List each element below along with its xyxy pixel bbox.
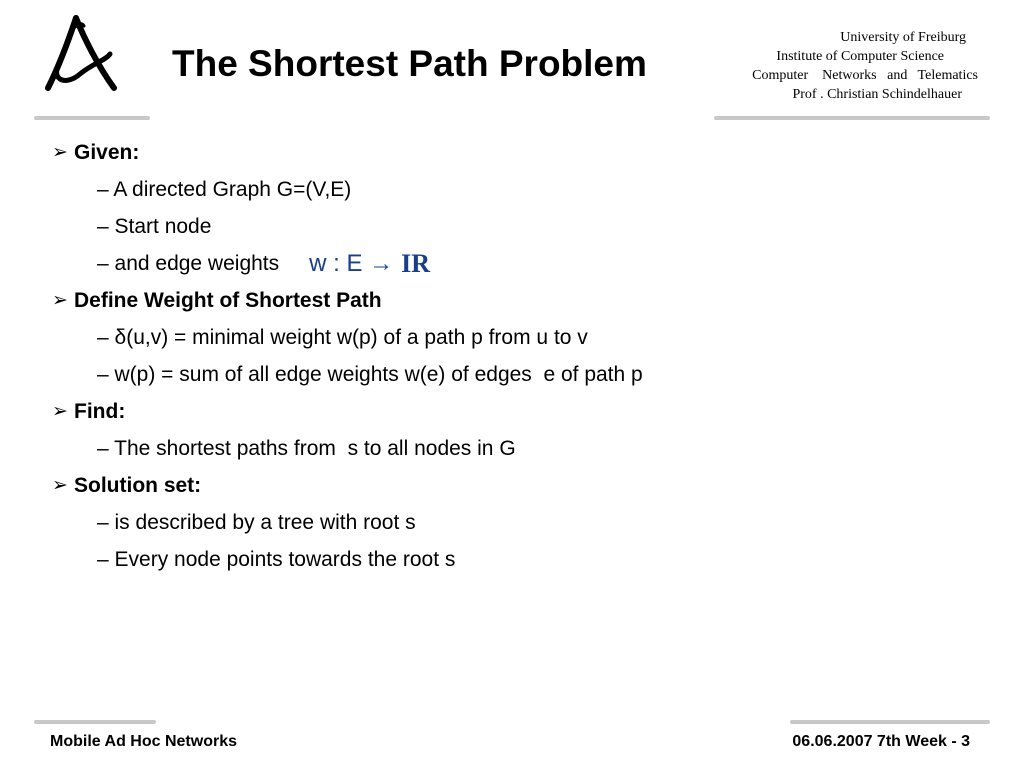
sub-item: – δ(u,v) = minimal weight w(p) of a path p from u to v	[97, 325, 588, 349]
slide-title: The Shortest Path Problem	[172, 43, 647, 84]
institution-group: Computer Networks and Telematics	[752, 68, 978, 83]
freiburg-logo-icon	[40, 14, 124, 94]
header-rule-right	[714, 116, 990, 120]
institution-block	[678, 28, 978, 104]
bullet-solution-set	[52, 467, 992, 504]
bullet-define-weight	[52, 282, 992, 319]
sub-item: – A directed Graph G=(V,E)	[97, 177, 352, 201]
bullet-arrow-icon: ➢	[52, 142, 68, 163]
sub-item: – The shortest paths from s to all nodes in G	[97, 436, 516, 460]
bullet-heading: Find:	[74, 399, 126, 423]
bullet-heading: Define Weight of Shortest Path	[74, 288, 382, 312]
footer-course-title: Mobile Ad Hoc Networks	[50, 733, 237, 750]
sub-item: – is described by a tree with root s	[97, 510, 416, 534]
sub-item: – Every node points towards the root s	[97, 547, 456, 571]
sub-item-text: – and edge weights	[97, 251, 280, 275]
header-rule-left	[34, 116, 150, 120]
formula-lhs: w : E →	[309, 249, 394, 277]
sub-item-edge-weights	[52, 245, 992, 282]
bullet-given	[52, 134, 992, 171]
institution-institute: Institute of Computer Science	[776, 49, 944, 64]
footer-rule-right	[790, 720, 990, 724]
slide-content	[52, 134, 992, 578]
bullet-arrow-icon: ➢	[52, 475, 68, 496]
bullet-arrow-icon: ➢	[52, 401, 68, 422]
footer-rule-left	[34, 720, 156, 724]
institution-university: University of Freiburg	[840, 30, 966, 45]
institution-professor: Prof . Christian Schindelhauer	[792, 87, 962, 102]
bullet-arrow-icon: ➢	[52, 290, 68, 311]
sub-item: – w(p) = sum of all edge weights w(e) of edges e of path p	[97, 362, 643, 386]
bullet-find	[52, 393, 992, 430]
bullet-heading: Given:	[74, 140, 140, 164]
bullet-heading: Solution set:	[74, 473, 202, 497]
formula-reals-symbol: IR	[401, 248, 431, 278]
sub-item: – Start node	[97, 214, 212, 238]
weight-function-formula	[309, 249, 430, 279]
footer-date-page: 06.06.2007 7th Week - 3	[792, 733, 970, 750]
